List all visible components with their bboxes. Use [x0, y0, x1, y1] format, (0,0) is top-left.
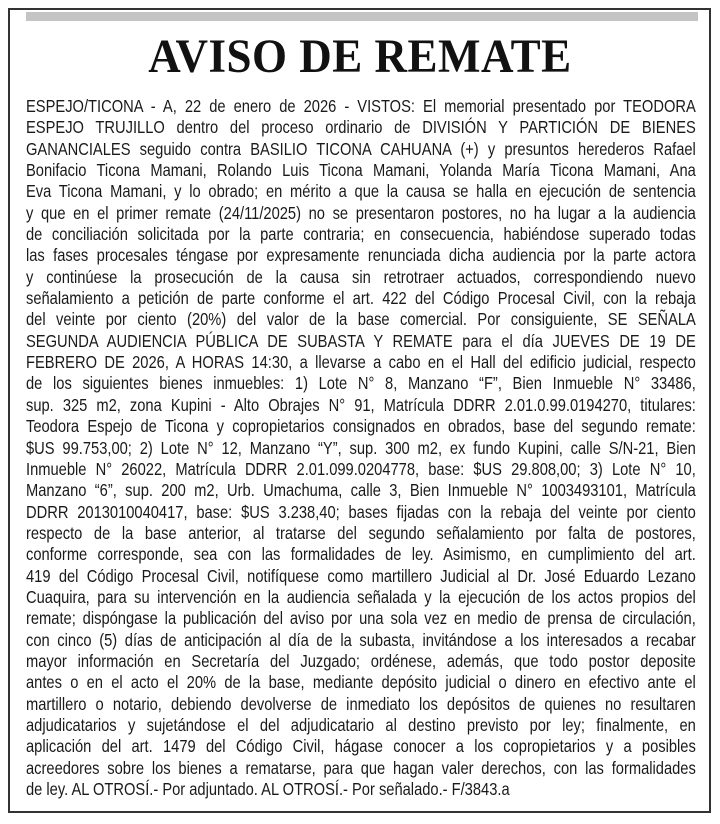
header-bar: [26, 12, 698, 21]
body-line: DDRR 201301004041​7, base: $US 3.238,40; bases fijadas con la rebaja del veinte por ciento: [26, 501, 696, 522]
body-line: de conciliación solicitada por la parte contraria; en consecuencia, habiéndose superado todas: [26, 224, 696, 245]
body-line: ESPEJO TRUJILLO dentro del proceso ordinario de DIVISIÓN Y PARTICIÓN DE BIENES: [26, 117, 696, 138]
body-line: FEBRERO DE 2026, A HORAS 14:30, a llevarse a cabo en el Hall del edificio judicial, respecto: [26, 352, 696, 373]
body-line: acreedores sobre los bienes a rematarse, para que hagan valer derechos, con las formalidades: [26, 757, 696, 778]
body-line: y continúese la prosecución de la causa sin retrotraer actuados, correspondiendo nuevo: [26, 266, 696, 287]
body-line: $US 99.753,00; 2) Lote N° 12, Manzano “Y”, sup. 300 m2, ex fundo Kupini, calle S/N-21, Bien: [26, 437, 696, 458]
body-line: del veinte por ciento (20%) del valor de la base comercial. Por consiguiente, SE SEÑALA: [26, 309, 696, 330]
body-line: remate; dispóngase la publicación del aviso por una sola vez en medio de prensa de circulación,: [26, 608, 696, 629]
body-line: mayor información en Secretaría del Juzgado; ordénese, además, que todo postor deposite: [26, 650, 696, 671]
notice-body: [26, 96, 696, 800]
body-line: antes o en el acto el 20% de la base, mediante depósito judicial o dinero en efectivo ante el: [26, 672, 696, 693]
body-line: Bonifacio Ticona Mamani, Rolando Luis Ticona Mamani, Yolanda María Ticona Mamani, Ana: [26, 160, 696, 181]
body-line: Cuaquira, para su intervención en la audiencia señalada y la ejecución de los actos propios del: [26, 586, 696, 607]
body-line: Eva Ticona Mamani, y lo obrado; en mérito a que la causa se halla en ejecución de sentencia: [26, 181, 696, 202]
body-line: GANANCIALES seguido contra BASILIO TICONA CAHUANA (+) y presuntos herederos Rafael: [26, 138, 696, 159]
body-line: sup. 325 m2, zona Kupini - Alto Obrajes N° 91, Matrícula DDRR 2.01.0.99.0194270, titulares:: [26, 394, 696, 415]
body-line: adjudicatarios y sujetándose el del adjudicatario al destino previsto por ley; finalmente, en: [26, 714, 696, 735]
body-line: respecto de la base anterior, al tratarse del segundo señalamiento por falta de postores,: [26, 522, 696, 543]
notice-title: AVISO DE REMATE: [148, 29, 572, 83]
body-line: las fases procesales téngase por expresamente renunciada dicha audiencia por la parte actora: [26, 245, 696, 266]
body-line: SEGUNDA AUDIENCIA PÚBLICA DE SUBASTA Y REMATE para el día JUEVES DE 19 DE: [26, 330, 696, 351]
body-line: Inmueble N° 26022, Matrícula DDRR 2.01.099.0204778, base: $US 29.808,00; 3) Lote N° 10,: [26, 458, 696, 479]
body-line: conforme corresponde, sea con las formalidades de ley. Asimismo, en cumplimiento del art.: [26, 544, 696, 565]
body-line: martillero o notario, debiendo devolverse de inmediato los depósitos de quienes no resultaren: [26, 693, 696, 714]
body-line: de los siguientes bienes inmuebles: 1) Lote N° 8, Manzano “F”, Bien Inmueble N° 33486,: [26, 373, 696, 394]
body-line: señalamiento a petición de parte conforme el art. 422 del Código Procesal Civil, con la rebaja: [26, 288, 696, 309]
body-line: Manzano “6”, sup. 200 m2, Urb. Umachuma, calle 3, Bien Inmueble N° 1003493101, Matrícula: [26, 480, 696, 501]
body-line: con cinco (5) días de anticipación al día de la subasta, invitándose a los interesados a recabar: [26, 629, 696, 650]
body-line: aplicación del art. 1479 del Código Civil, hágase conocer a los copropietarios y a posibles: [26, 736, 696, 757]
body-line: 419 del Código Procesal Civil, notifíquese como martillero Judicial al Dr. José Eduardo Lezano: [26, 565, 696, 586]
body-line: ESPEJO/TICONA - A, 22 de enero de 2026 - VISTOS: El memorial presentado por TEODORA: [26, 96, 696, 116]
body-line: de ley. AL OTROSÍ.- Por adjuntado. AL OTROSÍ.- Por señalado.- F/3843.a: [26, 779, 510, 799]
body-line: y que en el primer remate (24/11/2025) no se presentaron postores, no ha lugar a la audiencia: [26, 202, 696, 223]
body-line: Teodora Espejo de Ticona y copropietarios consignados en obrados, base del segundo remate:: [26, 416, 696, 437]
